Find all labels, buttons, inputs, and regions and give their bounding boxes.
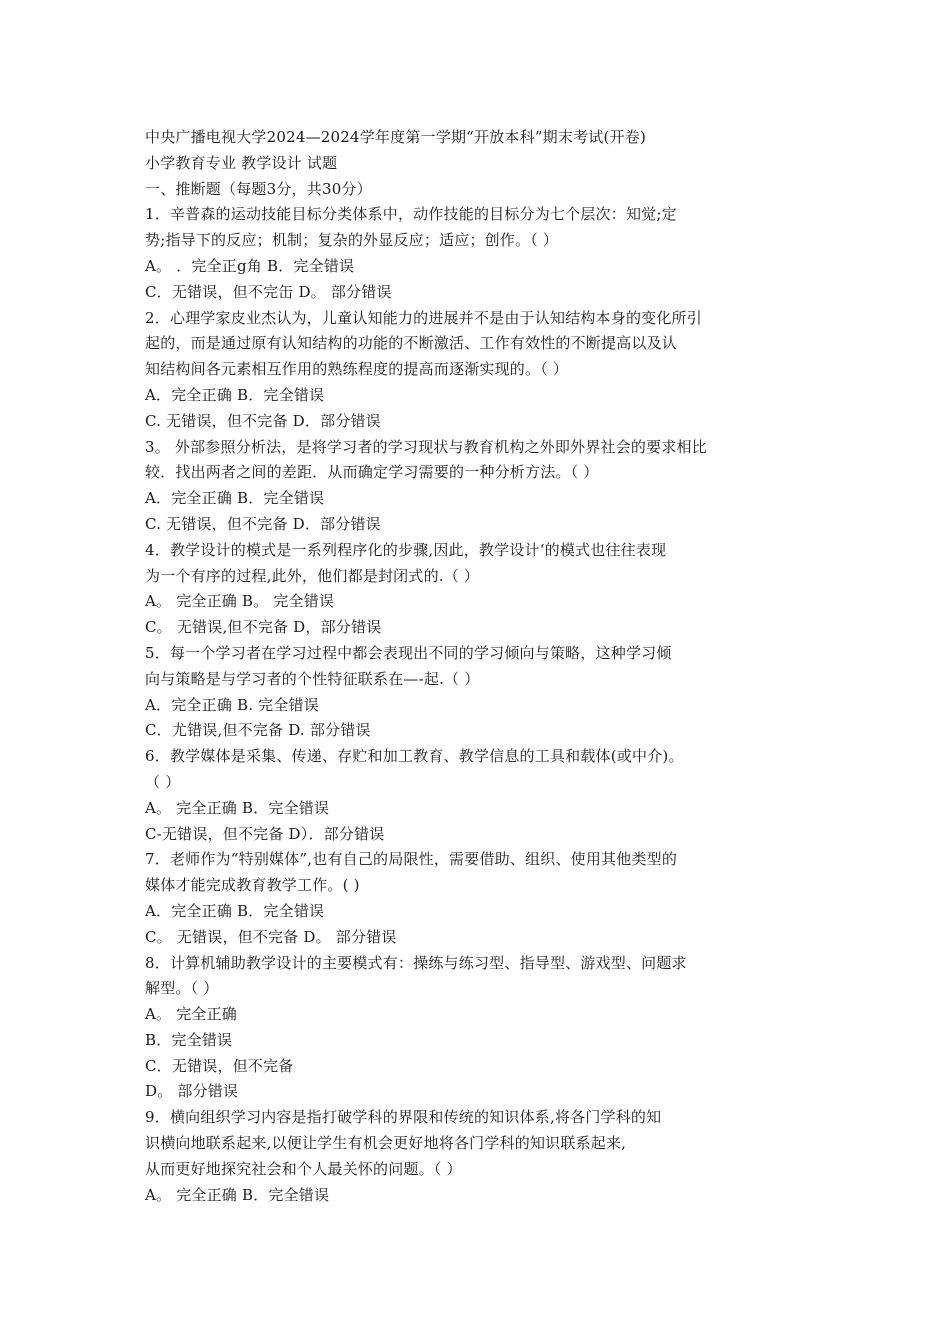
question-3-options: A．完全正确 B．完全错误 [145, 489, 325, 508]
question-9-text: 9．横向组织学习内容是指打破学科的界限和传统的知识体系,将各门学科的知 [145, 1108, 662, 1127]
question-7-options: A．完全正确 B．完全错误 [145, 901, 325, 920]
question-4-text: 4．教学设计的模式是一系列程序化的步骤,因此，教学设计‘的模式也往往表现 [145, 540, 667, 559]
question-7-text: 媒体才能完成教育教学工作。( ) [145, 876, 360, 895]
question-7-text: 7．老师作为“特别媒体”,也有自己的局限性，需要借助、组织、使用其他类型的 [145, 850, 678, 869]
question-6-text: （ ） [145, 772, 181, 791]
question-8-text: 8．计算机辅助教学设计的主要模式有：操练与练习型、指导型、游戏型、问题求 [145, 953, 687, 972]
question-2-options: A．完全正确 B．完全错误 [145, 385, 325, 404]
question-8-option-a: A。 完全正确 [145, 1005, 238, 1024]
question-9-text: 识横向地联系起来,以便让学生有机会更好地将各门学科的知识联系起来, [145, 1134, 627, 1153]
question-6-text: 6．教学媒体是采集、传递、存贮和加工教育、教学信息的工具和载体(或中介)。 [145, 747, 684, 766]
question-3-text: 3。 外部参照分析法，是将学习者的学习现状与教育机构之外即外界社会的要求相比 [145, 437, 707, 456]
exam-text-body [145, 125, 845, 1208]
question-8-text: 解型。（ ） [145, 979, 219, 998]
exam-title: 中央广播电视大学2024—2024学年度第一学期“开放本科”期末考试(开卷) [145, 128, 646, 146]
question-5-text: 向与策略是与学习者的个性特征联系在—-起.（ ） [145, 669, 480, 688]
question-8-option-c: C．无错误，但不完备 [145, 1056, 294, 1075]
question-5-options: C．尤错误,但不完备 D. 部分错误 [145, 721, 371, 740]
question-1-text: 势;指导下的反应；机制；复杂的外显反应；适应；创作。（ ） [145, 231, 559, 250]
question-7-options: C。 无错误，但不完备 D。 部分错误 [145, 927, 397, 946]
question-9-text: 从而更好地探究社会和个人最关怀的问题。（ ） [145, 1159, 462, 1178]
question-9-options: A。 完全正确 B．完全错误 [145, 1185, 330, 1204]
question-5-options: A．完全正确 B. 完全错误 [145, 695, 319, 714]
question-4-text: 为一个有序的过程,此外，他们都是封闭式的.（ ） [145, 566, 480, 585]
question-1-text: 1．辛普森的运动技能目标分类体系中，动作技能的目标分为七个层次：知觉;定 [145, 205, 677, 224]
question-1-options: A。 ．完全正g角 B．完全错误 [145, 256, 355, 275]
question-8-option-d: D。 部分错误 [145, 1082, 239, 1101]
question-6-options: A。 完全正确 B．完全错误 [145, 798, 330, 817]
exam-subtitle: 小学教育专业 教学设计 试题 [145, 153, 338, 172]
question-2-text: 2．心理学家皮业杰认为，儿童认知能力的进展并不是由于认知结构本身的变化所引 [145, 308, 702, 327]
question-8-option-b: B．完全错误 [145, 1030, 233, 1049]
question-2-text: 知结构间各元素相互作用的熟练程度的提高而逐渐实现的。（ ） [145, 360, 569, 379]
question-6-options: C-无错误，但不完备 D）．部分错误 [145, 824, 385, 843]
question-4-options: A。 完全正确 B。 完全错误 [145, 592, 335, 611]
question-2-options: C. 无错误，但不完备 D．部分错误 [145, 411, 381, 430]
question-3-options: C. 无错误，但不完备 D．部分错误 [145, 514, 381, 533]
question-4-options: C。 无错误,但不完备 D，部分错误 [145, 618, 382, 637]
section-heading: 一、推断题（每题3分，共30分） [145, 179, 372, 198]
question-3-text: 较．找出两者之间的差距．从而确定学习需要的一种分析方法。（ ） [145, 463, 599, 482]
question-5-text: 5．每一个学习者在学习过程中都会表现出不同的学习倾向与策略，这种学习倾 [145, 643, 672, 662]
question-2-text: 起的，而是通过原有认知结构的功能的不断激活、工作有效性的不断提高以及认 [145, 334, 678, 353]
question-1-options: C．无错误，但不完缶 D。 部分错误 [145, 282, 392, 301]
